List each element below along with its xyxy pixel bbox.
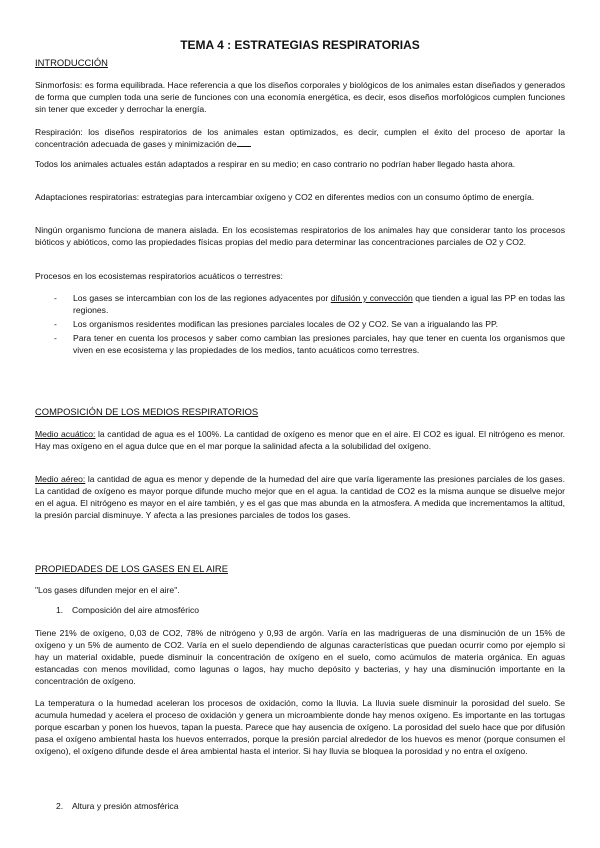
paragraph-medio-aereo (35, 473, 565, 521)
paragraph-medio-acuatico (35, 428, 565, 452)
section-heading-composicion: COMPOSICIÓN DE LOS MEDIOS RESPIRATORIOS (35, 406, 259, 417)
bullet-underlined-term: difusión y convección (330, 293, 413, 303)
list-item (35, 318, 565, 330)
bullet-dash: - (54, 293, 57, 303)
term-medio-aereo: Medio aéreo: (35, 474, 86, 484)
bullet-text: Los gases se intercambian con los de las regiones adyacentes por (73, 293, 331, 303)
paragraph-sinmorfosis: Sinmorfosis: es forma equilibrada. Hace referencia a que los diseños corporales y biológicos de los animales estan diseñados y generados de forma que cumplen toda una serie de funciones con una economía energética, es decir, esos diseños morfológicos cumplen funciones sin tener que exceder y derrochar la energía. (35, 80, 565, 114)
bullet-dash: - (54, 333, 57, 343)
paragraph-adaptados: Todos los animales actuales están adaptados a respirar en su medio; en caso contrario no podrían haber llegado hasta ahora. (35, 159, 516, 169)
bullet-text: Para tener en cuenta los procesos y saber como cambian las presiones parciales, hay que tener en cuenta los organismos que viven en ese ecosistema y las propiedades de los medios, tanto acuáticos como terrestres. (73, 333, 565, 355)
item-number: 2. (56, 801, 64, 811)
list-item (35, 292, 565, 316)
bullet-list-procesos (35, 292, 565, 358)
item-label: Composición del aire atmosférico (72, 605, 200, 615)
numbered-item-1 (56, 604, 199, 616)
blank-line (237, 138, 251, 147)
paragraph-medio-acuatico-text: la cantidad de agua es el 100%. La cantidad de oxígeno es menor que en el aire. El CO2 es igual. El nitrógeno es menor. Hay mas oxígeno en el agua dulce que en el mar porque la salinidad afecta a la solubilidad del oxígeno. (35, 429, 565, 451)
section-heading-introduccion: INTRODUCCIÓN (35, 57, 108, 68)
numbered-item-2 (56, 800, 179, 812)
document-title: TEMA 4 : ESTRATEGIAS RESPIRATORIAS (180, 38, 420, 52)
bullet-text: que tienden a igual las PP en todas las regiones. (73, 293, 565, 315)
paragraph-procesos: Procesos en los ecosistemas respiratorios acuáticos o terrestres: (35, 271, 283, 281)
paragraph-medio-aereo-text: la cantidad de agua es menor y depende de la humedad del aire que varía ligeramente las presiones parciales de los gases. La cantidad de oxígeno es mayor porque difunde mucho mejor que en el agua. la cantidad de CO2 es la misma aunque se disuelve mejor en el agua. El nitrógeno es mayor en el aire también, y es el gas que mas abunda en la atmosfera. A medida que incrementamos la altitud, la presión parcial disminuye. Y afecta a las presiones parciales de todos los gases. (35, 474, 565, 520)
paragraph-respiracion (35, 126, 565, 150)
item-label: Altura y presión atmosférica (72, 801, 179, 811)
section-heading-propiedades: PROPIEDADES DE LOS GASES EN EL AIRE (35, 563, 228, 574)
bullet-dash: - (54, 319, 57, 329)
list-item (35, 332, 565, 356)
bullet-text: Los organismos residentes modifican las presiones parciales locales de O2 y CO2. Se van a irigualando las PP. (73, 319, 498, 329)
item-number: 1. (56, 605, 64, 615)
paragraph-composicion-aire: Tiene 21% de oxígeno, 0,03 de CO2, 78% de nitrógeno y 0,93 de argón. Varía en las madrigueras de una disminución de un 15% de oxígeno y un 5% de aumento de CO2. Varía en el suelo dependiendo de algunas características que puedan ocurrir como por ejemplo si hay un material oxidable, puede disminuir la concentración de oxígeno en el suelo, como acúmulos de materia orgánica. En aguas estancadas con menos movilidad, como lagunas o lagos, hay mucho depósito y bacterias, y hay una disminución importante en la concentración de oxígeno. (35, 628, 565, 686)
quote-gases: "Los gases difunden mejor en el aire". (35, 585, 180, 595)
paragraph-temperatura-humedad: La temperatura o la humedad aceleran los procesos de oxidación, como la lluvia. La lluvia suele disminuir la porosidad del suelo. Se acumula humedad y acelera el proceso de oxidación y genera un microambiente donde hay menos oxígeno. Es importante en las tortugas porque escarban y ponen los huevos, tapan la puesta. Parece que hay ausencia de oxígeno. La porosidad del suelo hace que por difusión pasa el oxígeno ambiental hasta los huevos enterrados, porque la presión parcial alrededor de los huevos es menor (porque consumen el oxígeno), el oxígeno difunde desde el área ambiental hasta el interior. Si hay lluvia se bloquea la porosidad y no entra el oxígeno. (35, 698, 565, 756)
term-medio-acuatico: Medio acuático: (35, 429, 96, 439)
paragraph-adaptaciones: Adaptaciones respiratorias: estrategias para intercambiar oxígeno y CO2 en diferentes medios con un consumo óptimo de energía. (35, 192, 535, 202)
paragraph-respiracion-text: Respiración: los diseños respiratorios de los animales estan optimizados, es decir, cumplen el éxito del proceso de aportar la concentración adecuada de gases y minimización de (35, 127, 565, 149)
paragraph-ecosistemas: Ningún organismo funciona de manera aislada. En los ecosistemas respiratorios de los animales hay que considerar tanto los procesos bióticos y abióticos, como las propiedades físicas propias del medio para determinar las concentraciones parciales de O2 y CO2. (35, 225, 565, 247)
